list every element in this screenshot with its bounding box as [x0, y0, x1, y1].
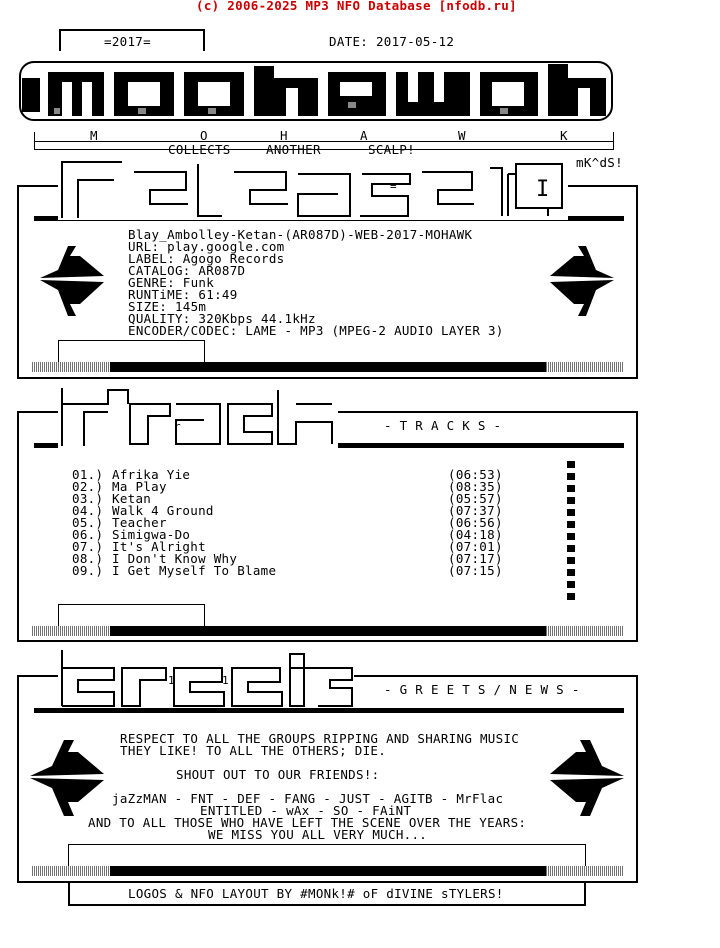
- greets-line-7: WE MISS YOU ALL VERY MUCH...: [208, 827, 428, 842]
- track-title: Simigwa-Do: [112, 527, 191, 542]
- right-arrow-ornament: [548, 246, 614, 316]
- tagline-rail: [34, 142, 614, 150]
- svg-text:I: I: [536, 177, 550, 202]
- track-number: 06.): [72, 527, 104, 542]
- logo-letter-o: O: [200, 128, 208, 143]
- release-name: Blay_Ambolley-Ketan-(AR087D)-WEB-2017-MOHAWK: [128, 227, 473, 242]
- track-duration: (08:35): [448, 479, 503, 494]
- track-title: Walk 4 Ground: [112, 503, 214, 518]
- logo-word: mohawk: [254, 48, 294, 59]
- release-info-heading-logo: [58, 160, 568, 220]
- track-duration: (07:37): [448, 503, 503, 518]
- letter-rail: [34, 128, 614, 143]
- track-number: 04.): [72, 503, 104, 518]
- tracks-dither-right: [546, 626, 624, 636]
- tagline-scalp: SCALP!: [368, 142, 415, 157]
- track-title: Ketan: [112, 491, 152, 506]
- track-number: 02.): [72, 479, 104, 494]
- svg-text:=: =: [390, 180, 397, 193]
- svg-text:1: 1: [168, 674, 175, 687]
- release-label: LABEL: Agogo Records: [128, 251, 285, 266]
- tagline-another: ANOTHER: [266, 142, 321, 157]
- signature: mK^dS!: [576, 155, 623, 170]
- greets-label: - G R E E T S / N E W S -: [384, 682, 580, 697]
- track-title: It's Alright: [112, 539, 206, 554]
- greets-left-arrow-ornament: [30, 740, 106, 816]
- logo-letter-m: M: [90, 128, 98, 143]
- greets-line-4: jaZzMAN - FNT - DEF - FANG - JUST - AGITB - MrFlac: [112, 791, 504, 806]
- greets-line-2: THEY LIKE! TO ALL THE OTHERS; DIE.: [120, 743, 387, 758]
- track-duration: (07:01): [448, 539, 503, 554]
- greets-dither-right: [546, 866, 624, 876]
- greets-line-1: RESPECT TO ALL THE GROUPS RIPPING AND SHARING MUSIC: [120, 731, 520, 746]
- greets-heading-logo: [58, 648, 354, 712]
- release-bottom-tab: [58, 340, 205, 362]
- release-catalog: CATALOG: AR087D: [128, 263, 246, 278]
- track-title: Teacher: [112, 515, 167, 530]
- logo-letter-k: K: [560, 128, 568, 143]
- tracks-bottom-tab: [58, 604, 205, 626]
- release-size: SIZE: 145m: [128, 299, 207, 314]
- greets-line-6: AND TO ALL THOSE WHO HAVE LEFT THE SCENE OVER THE YEARS:: [88, 815, 527, 830]
- year-tag: =2017=: [104, 34, 151, 49]
- greets-line-3: SHOUT OUT TO OUR FRIENDS!:: [176, 767, 380, 782]
- track-duration: (05:57): [448, 491, 503, 506]
- track-title: Afrika Yie: [112, 467, 191, 482]
- track-number: 01.): [72, 467, 104, 482]
- footer-credit: LOGOS & NFO LAYOUT BY #MONk!# oF dIVINE sTYLERS!: [128, 886, 504, 901]
- track-number: 07.): [72, 539, 104, 554]
- track-title: I Don't Know Why: [112, 551, 238, 566]
- track-number: 08.): [72, 551, 104, 566]
- release-genre: GENRE: Funk: [128, 275, 215, 290]
- track-number: 09.): [72, 563, 104, 578]
- greets-bottom-tab: [68, 844, 586, 866]
- mohawk-logo: [18, 48, 618, 128]
- tagline-collects: COLLECTS: [168, 142, 231, 157]
- tracks-label: - T R A C K S -: [384, 418, 502, 433]
- release-date: DATE: 2017-05-12: [329, 34, 455, 49]
- svg-text:1: 1: [222, 674, 229, 687]
- nfodb-credit: (c) 2006-2025 MP3 NFO Database [nfodb.ru]: [196, 0, 517, 13]
- release-bottom-bar: [110, 362, 546, 372]
- tracks-dither-left: [32, 626, 110, 636]
- tracks-heading-logo: [58, 386, 338, 452]
- logo-letter-a: A: [360, 128, 368, 143]
- track-title: I Get Myself To Blame: [112, 563, 277, 578]
- track-duration: (07:15): [448, 563, 503, 578]
- release-runtime: RUNTiME: 61:49: [128, 287, 238, 302]
- track-number: 03.): [72, 491, 104, 506]
- release-quality: QUALITY: 320Kbps 44.1kHz: [128, 311, 316, 326]
- track-title: Ma Play: [112, 479, 167, 494]
- logo-letter-w: W: [458, 128, 466, 143]
- left-arrow-ornament: [40, 246, 106, 316]
- track-duration: (06:56): [448, 515, 503, 530]
- release-url: URL: play.google.com: [128, 239, 285, 254]
- logo-letter-h: H: [280, 128, 288, 143]
- greets-right-arrow-ornament: [548, 740, 624, 816]
- greets-dither-left: [32, 866, 110, 876]
- release-dither-left: [32, 362, 110, 372]
- release-dither-right: [546, 362, 624, 372]
- track-duration: (06:53): [448, 467, 503, 482]
- track-number: 05.): [72, 515, 104, 530]
- svg-text:r: r: [174, 420, 181, 433]
- track-duration: (07:17): [448, 551, 503, 566]
- track-duration: (04:18): [448, 527, 503, 542]
- greets-line-5: ENTITLED - wAx - SO - FAiNT: [200, 803, 412, 818]
- tracks-bottom-bar: [110, 626, 546, 636]
- release-codec: ENCODER/CODEC: LAME - MP3 (MPEG-2 AUDIO LAYER 3): [128, 323, 504, 338]
- greets-bottom-bar: [110, 866, 546, 876]
